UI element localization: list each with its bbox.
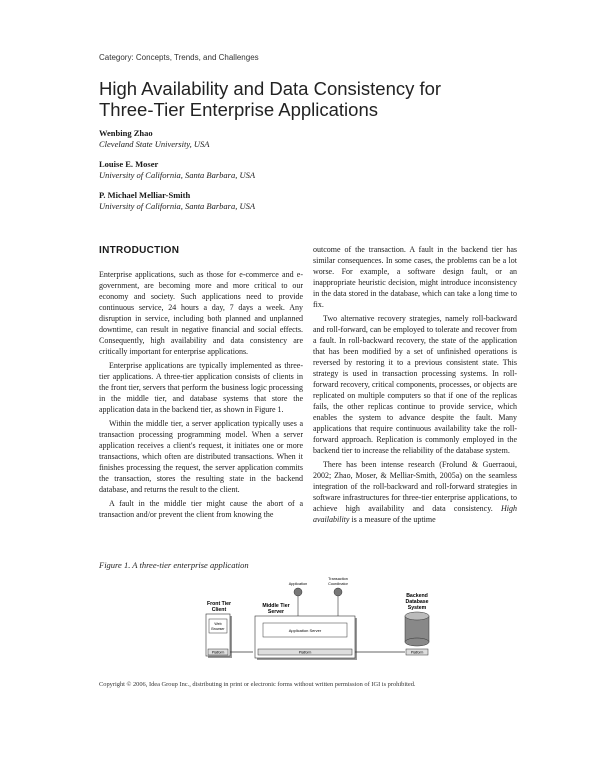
section-heading: INTRODUCTION: [99, 245, 180, 256]
three-tier-diagram: [195, 573, 455, 668]
backend-label: Backend: [406, 593, 428, 599]
application-label: Application: [288, 582, 308, 586]
coordinator-label: Coordinator: [328, 582, 348, 586]
author-affiliation: University of California, Santa Barbara, USA: [99, 170, 256, 180]
author: [99, 128, 399, 150]
author-name: Wenbing Zhao: [99, 128, 153, 138]
platform-right-label: Platform: [410, 650, 424, 655]
left-column: [99, 269, 303, 520]
front-client-label: Client: [211, 607, 227, 613]
author-name: Louise E. Moser: [99, 159, 159, 169]
paragraph-text: is a measure of the uptime: [349, 515, 436, 524]
paragraph: Enterprise applications, such as those for e-commerce and e-government, are becoming more and more critical to our economy and society. Such applications need to provide continuous service, 24 hours a day, 7 days a week. Any disruption in service, including both planned and unplanned downtime, can result in negative financial and social effects. Consequently, high availability and data consistency are critically important for enterprise applications.: [99, 270, 303, 356]
paragraph: Two alternative recovery strategies, namely roll-backward and roll-forward, can be employed to tolerate and recover from a fault. In roll-backward recovery, the state of the application that has been modified by a set of unfinished operations is reversed by restoring it to a previous consistent state. This strategy is used in transaction processing systems. In roll-forward recovery, critical components, processes, or objects are replicated on multiple computers so that if one of the replicas fails, the other replicas continue to provide service, which enables the system to advance despite the fault. Many applications that require continuous availability take the roll-forward approach. Replication is commonly employed in the backend tier to increase the reliability of the database system.: [313, 314, 517, 455]
platform-middle-label: Platform: [298, 650, 312, 655]
author: [99, 159, 399, 181]
paragraph: [313, 459, 517, 525]
front-tier-label: Front Tier: [206, 601, 232, 607]
application-object: [294, 588, 302, 596]
paragraph: A fault in the middle tier might cause the abort of a transaction and/or prevent the client from knowing the: [99, 499, 303, 519]
figure-caption: Figure 1. A three-tier enterprise application: [99, 560, 249, 570]
emphasis-term: High availability: [313, 504, 517, 524]
platform-left-label: Platform: [211, 650, 225, 655]
transaction-label: Transaction: [328, 577, 348, 581]
middle-tier-label: Middle Tier: [262, 603, 290, 609]
paragraph: outcome of the transaction. A fault in the backend tier has similar consequences. In some cases, the problems can be a lot worse. For example, a software design fault, or an inappropriate heuristic decision, might introduce inconsistency in the data stored in the database, which can take a long time to fix.: [313, 245, 517, 309]
paragraph: Enterprise applications are typically implemented as three-tier applications. A three-tier application consists of clients in the front tier, servers that perform the business logic processing in the middle tier, and database systems that store the application data in the backend tier, as shown in Figure 1.: [99, 361, 303, 414]
author: [99, 190, 399, 212]
web-browser-label: Web: [214, 622, 222, 626]
paragraph: Within the middle tier, a server application typically uses a transaction processing programming model. When a server application receives a client's request, it initiates one or more transactions, which often are distributed transactions. When it finishes processing the request, the server application commits the transaction, stores the resulting state in the backend database, and returns the result to the client.: [99, 419, 303, 494]
system-label: System: [407, 605, 427, 611]
coordinator-object: [334, 588, 342, 596]
author-list: [99, 128, 399, 221]
title-line-1: High Availability and Data Consistency for: [99, 78, 442, 99]
title-line-2: Three-Tier Enterprise Applications: [99, 99, 378, 120]
database-label: Database: [405, 599, 429, 605]
category-label: Category: Concepts, Trends, and Challenges: [99, 53, 259, 62]
right-column: [313, 244, 517, 525]
author-name: P. Michael Melliar-Smith: [99, 190, 191, 200]
web-browser-label: Browser: [211, 627, 225, 631]
paragraph-text: There has been intense research (Frolund & Guerraoui, 2002; Zhao, Moser, & Melliar-Smith, 2005a) on the seamless integration of the roll-backward and roll-forward strategies in software infrastructures for three-tier enterprise applications, to achieve high availability and data consistency.: [313, 460, 517, 513]
author-affiliation: University of California, Santa Barbara, USA: [99, 201, 256, 211]
application-server-label: Application Server: [288, 628, 322, 633]
copyright-notice: Copyright © 2006, Idea Group Inc., distributing in print or electronic forms without written permission of IGI is prohibited.: [99, 681, 416, 688]
author-affiliation: Cleveland State University, USA: [99, 139, 210, 149]
paper-title: [99, 78, 519, 120]
database-icon: [405, 612, 429, 646]
middle-server-label: Server: [267, 609, 285, 615]
